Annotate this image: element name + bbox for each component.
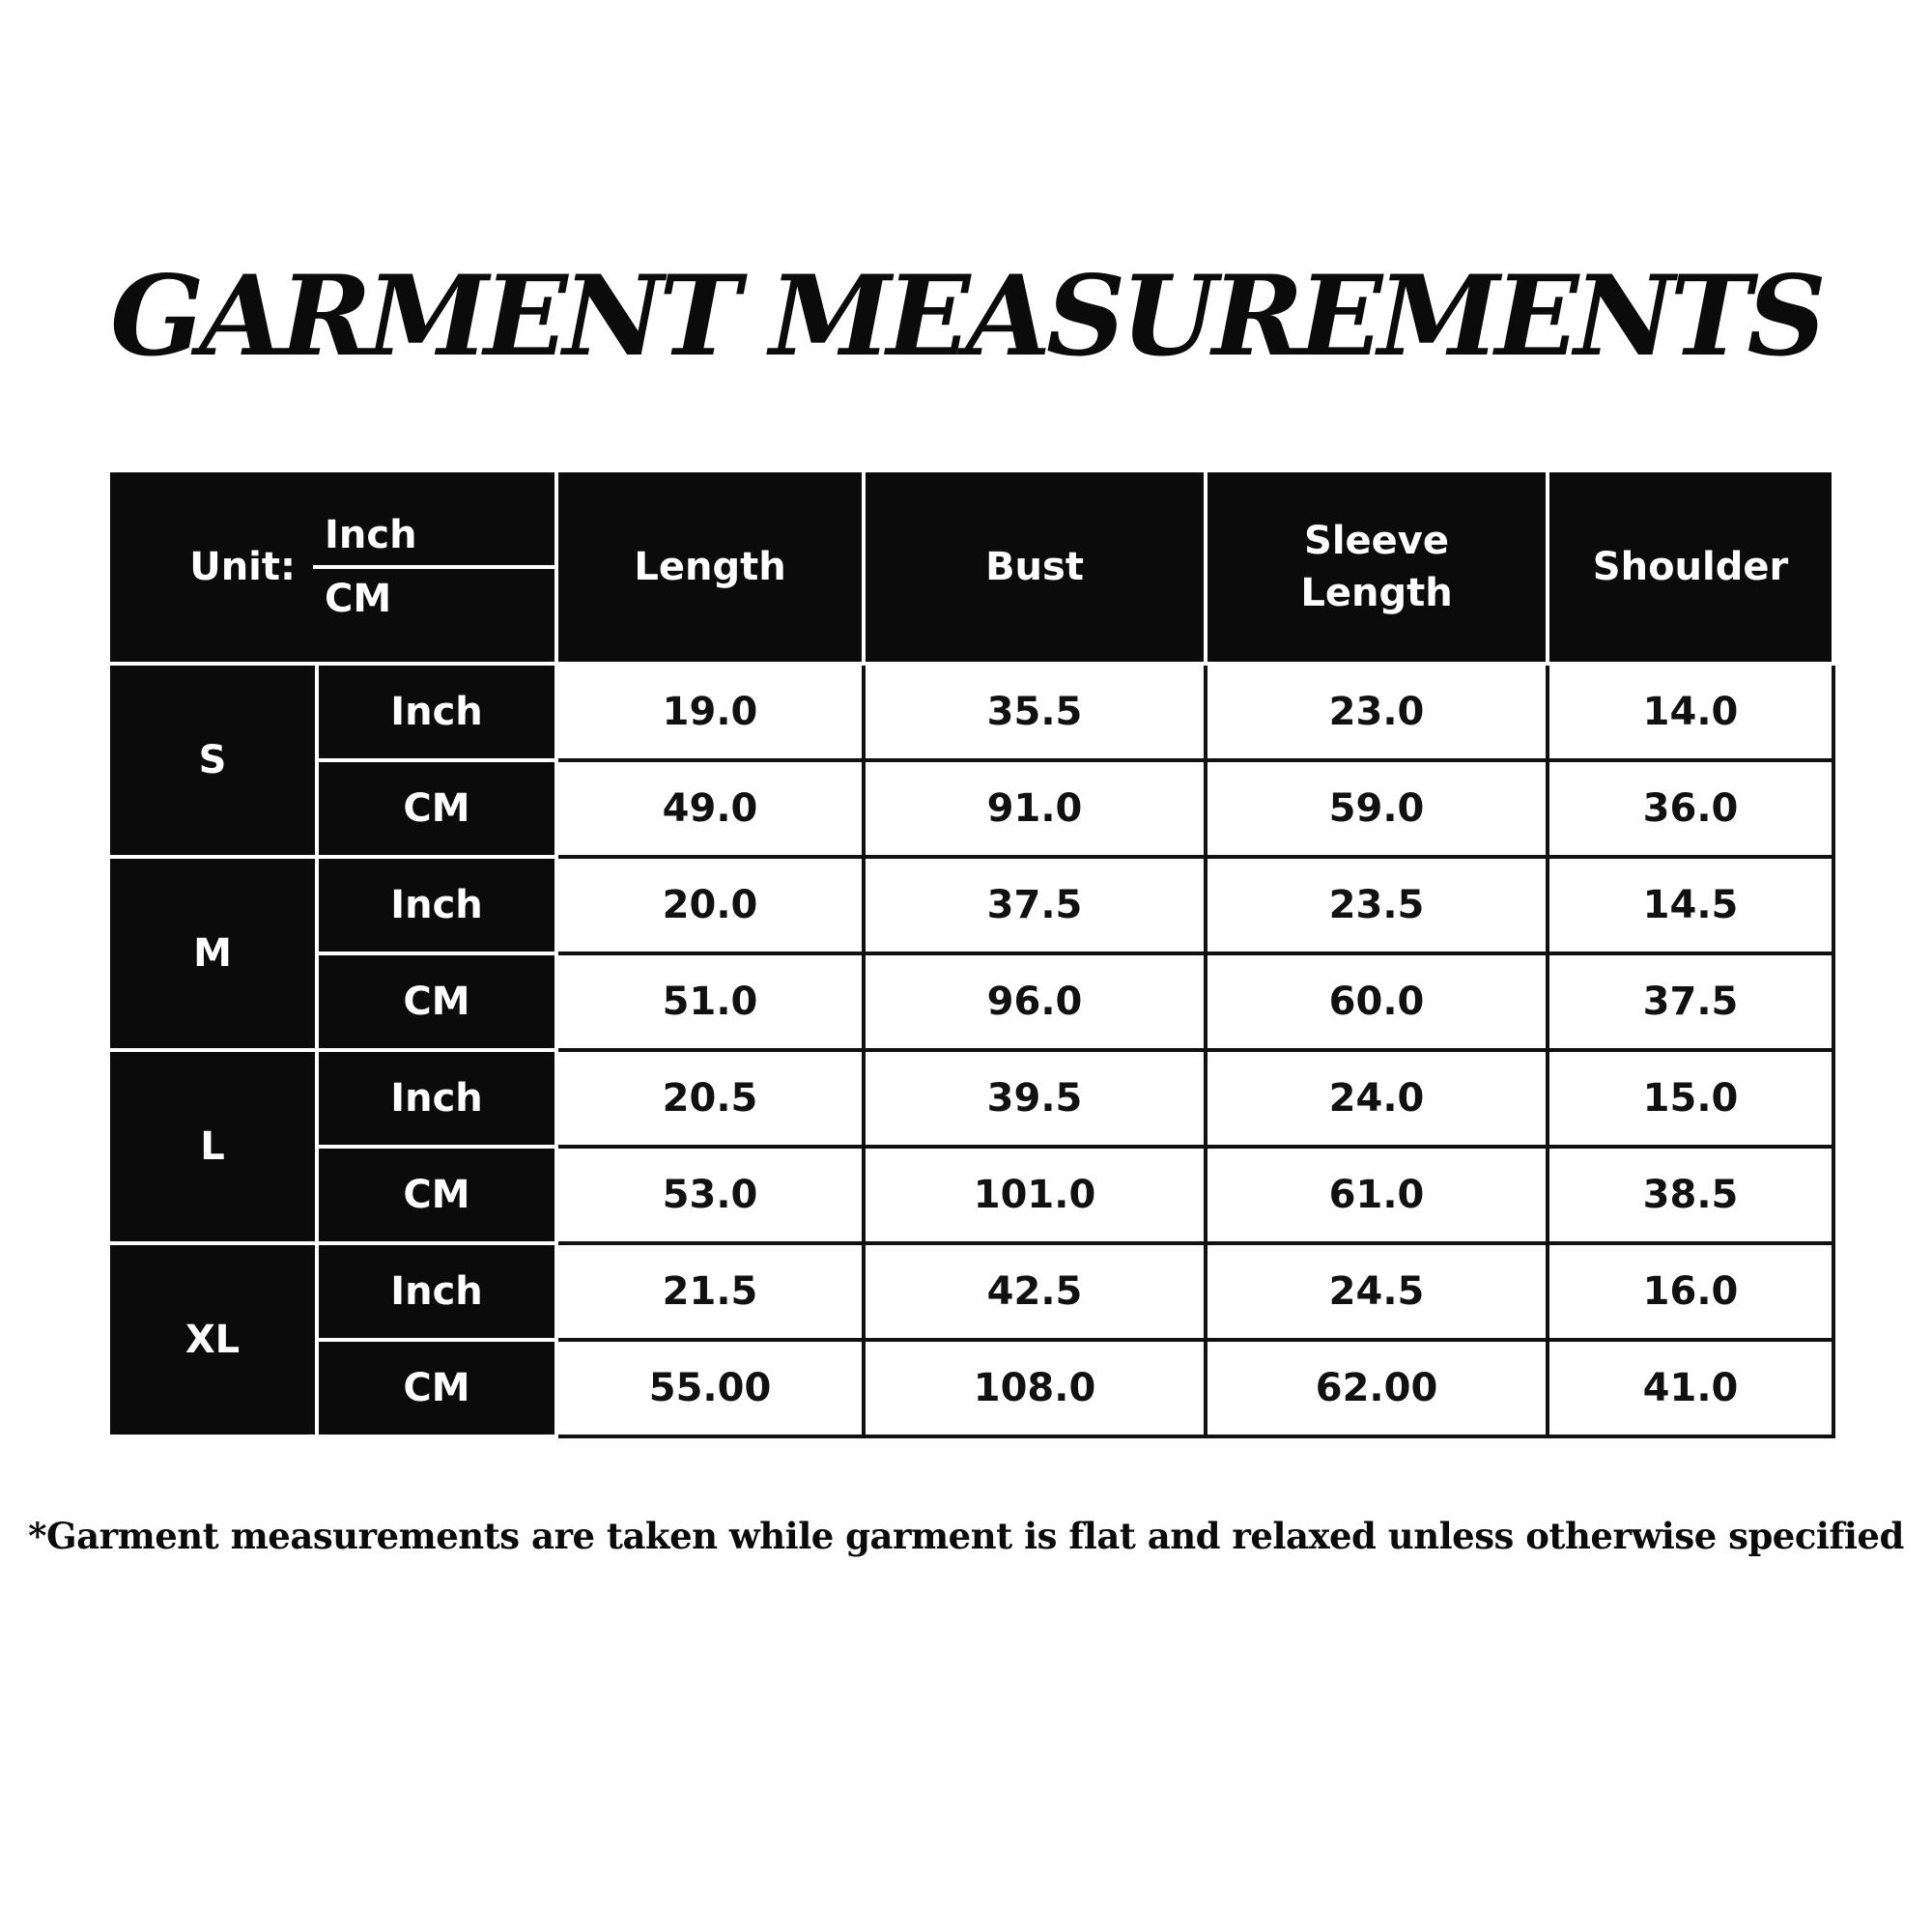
measurement-cell: 51.0 xyxy=(556,953,864,1050)
size-label: M xyxy=(108,857,317,1050)
table-row xyxy=(108,953,1833,1050)
column-header-length: Length xyxy=(556,470,864,664)
column-header-bust: Bust xyxy=(864,470,1206,664)
column-header-shoulder: Shoulder xyxy=(1548,470,1833,664)
measurement-cell: 36.0 xyxy=(1548,760,1833,857)
size-chart-table xyxy=(106,469,1835,1438)
page-title: GARMENT MEASUREMENTS xyxy=(110,251,1822,381)
row-unit-label: Inch xyxy=(317,664,556,760)
row-unit-label: Inch xyxy=(317,1243,556,1340)
measurement-cell: 23.5 xyxy=(1206,857,1548,953)
measurement-cell: 23.0 xyxy=(1206,664,1548,760)
unit-cm-label: CM xyxy=(325,577,392,621)
size-label: XL xyxy=(108,1243,317,1436)
measurement-cell: 21.5 xyxy=(556,1243,864,1340)
table-row xyxy=(108,857,1833,953)
measurement-cell: 14.0 xyxy=(1548,664,1833,760)
measurement-cell: 49.0 xyxy=(556,760,864,857)
measurement-cell: 14.5 xyxy=(1548,857,1833,953)
unit-header-cell xyxy=(108,470,556,664)
measurement-cell: 38.5 xyxy=(1548,1147,1833,1243)
measurement-cell: 15.0 xyxy=(1548,1050,1833,1147)
measurement-cell: 20.0 xyxy=(556,857,864,953)
measurement-cell: 101.0 xyxy=(864,1147,1206,1243)
header-row xyxy=(108,470,1833,664)
unit-label: Unit: xyxy=(189,545,297,589)
measurement-cell: 37.5 xyxy=(864,857,1206,953)
column-header-sleeve-length xyxy=(1206,470,1548,664)
measurement-cell: 41.0 xyxy=(1548,1340,1833,1436)
measurement-cell: 108.0 xyxy=(864,1340,1206,1436)
row-unit-label: Inch xyxy=(317,857,556,953)
row-unit-label: CM xyxy=(317,953,556,1050)
measurement-cell: 59.0 xyxy=(1206,760,1548,857)
row-unit-label: Inch xyxy=(317,1050,556,1147)
measurement-cell: 96.0 xyxy=(864,953,1206,1050)
row-unit-label: CM xyxy=(317,1340,556,1436)
measurement-cell: 91.0 xyxy=(864,760,1206,857)
measurement-note: *Garment measurements are taken while garment is flat and relaxed unless otherwise specified xyxy=(28,1515,1904,1557)
table-row xyxy=(108,760,1833,857)
measurement-cell: 37.5 xyxy=(1548,953,1833,1050)
measurement-cell: 39.5 xyxy=(864,1050,1206,1147)
size-label: L xyxy=(108,1050,317,1243)
measurement-cell: 60.0 xyxy=(1206,953,1548,1050)
table-row xyxy=(108,1340,1833,1436)
table-row xyxy=(108,1147,1833,1243)
measurement-cell: 61.0 xyxy=(1206,1147,1548,1243)
unit-inch-label: Inch xyxy=(313,513,554,569)
size-label: S xyxy=(108,664,317,857)
measurement-cell: 24.5 xyxy=(1206,1243,1548,1340)
table-row xyxy=(108,1050,1833,1147)
row-unit-label: CM xyxy=(317,760,556,857)
measurement-cell: 19.0 xyxy=(556,664,864,760)
row-unit-label: CM xyxy=(317,1147,556,1243)
measurement-cell: 20.5 xyxy=(556,1050,864,1147)
measurement-cell: 62.00 xyxy=(1206,1340,1548,1436)
measurement-cell: 55.00 xyxy=(556,1340,864,1436)
table-row xyxy=(108,1243,1833,1340)
measurement-cell: 24.0 xyxy=(1206,1050,1548,1147)
measurement-cell: 16.0 xyxy=(1548,1243,1833,1340)
column-header-sleeve-length-text: Sleeve Length xyxy=(1300,519,1453,615)
measurement-cell: 35.5 xyxy=(864,664,1206,760)
measurement-cell: 42.5 xyxy=(864,1243,1206,1340)
measurement-cell: 53.0 xyxy=(556,1147,864,1243)
table-row xyxy=(108,664,1833,760)
